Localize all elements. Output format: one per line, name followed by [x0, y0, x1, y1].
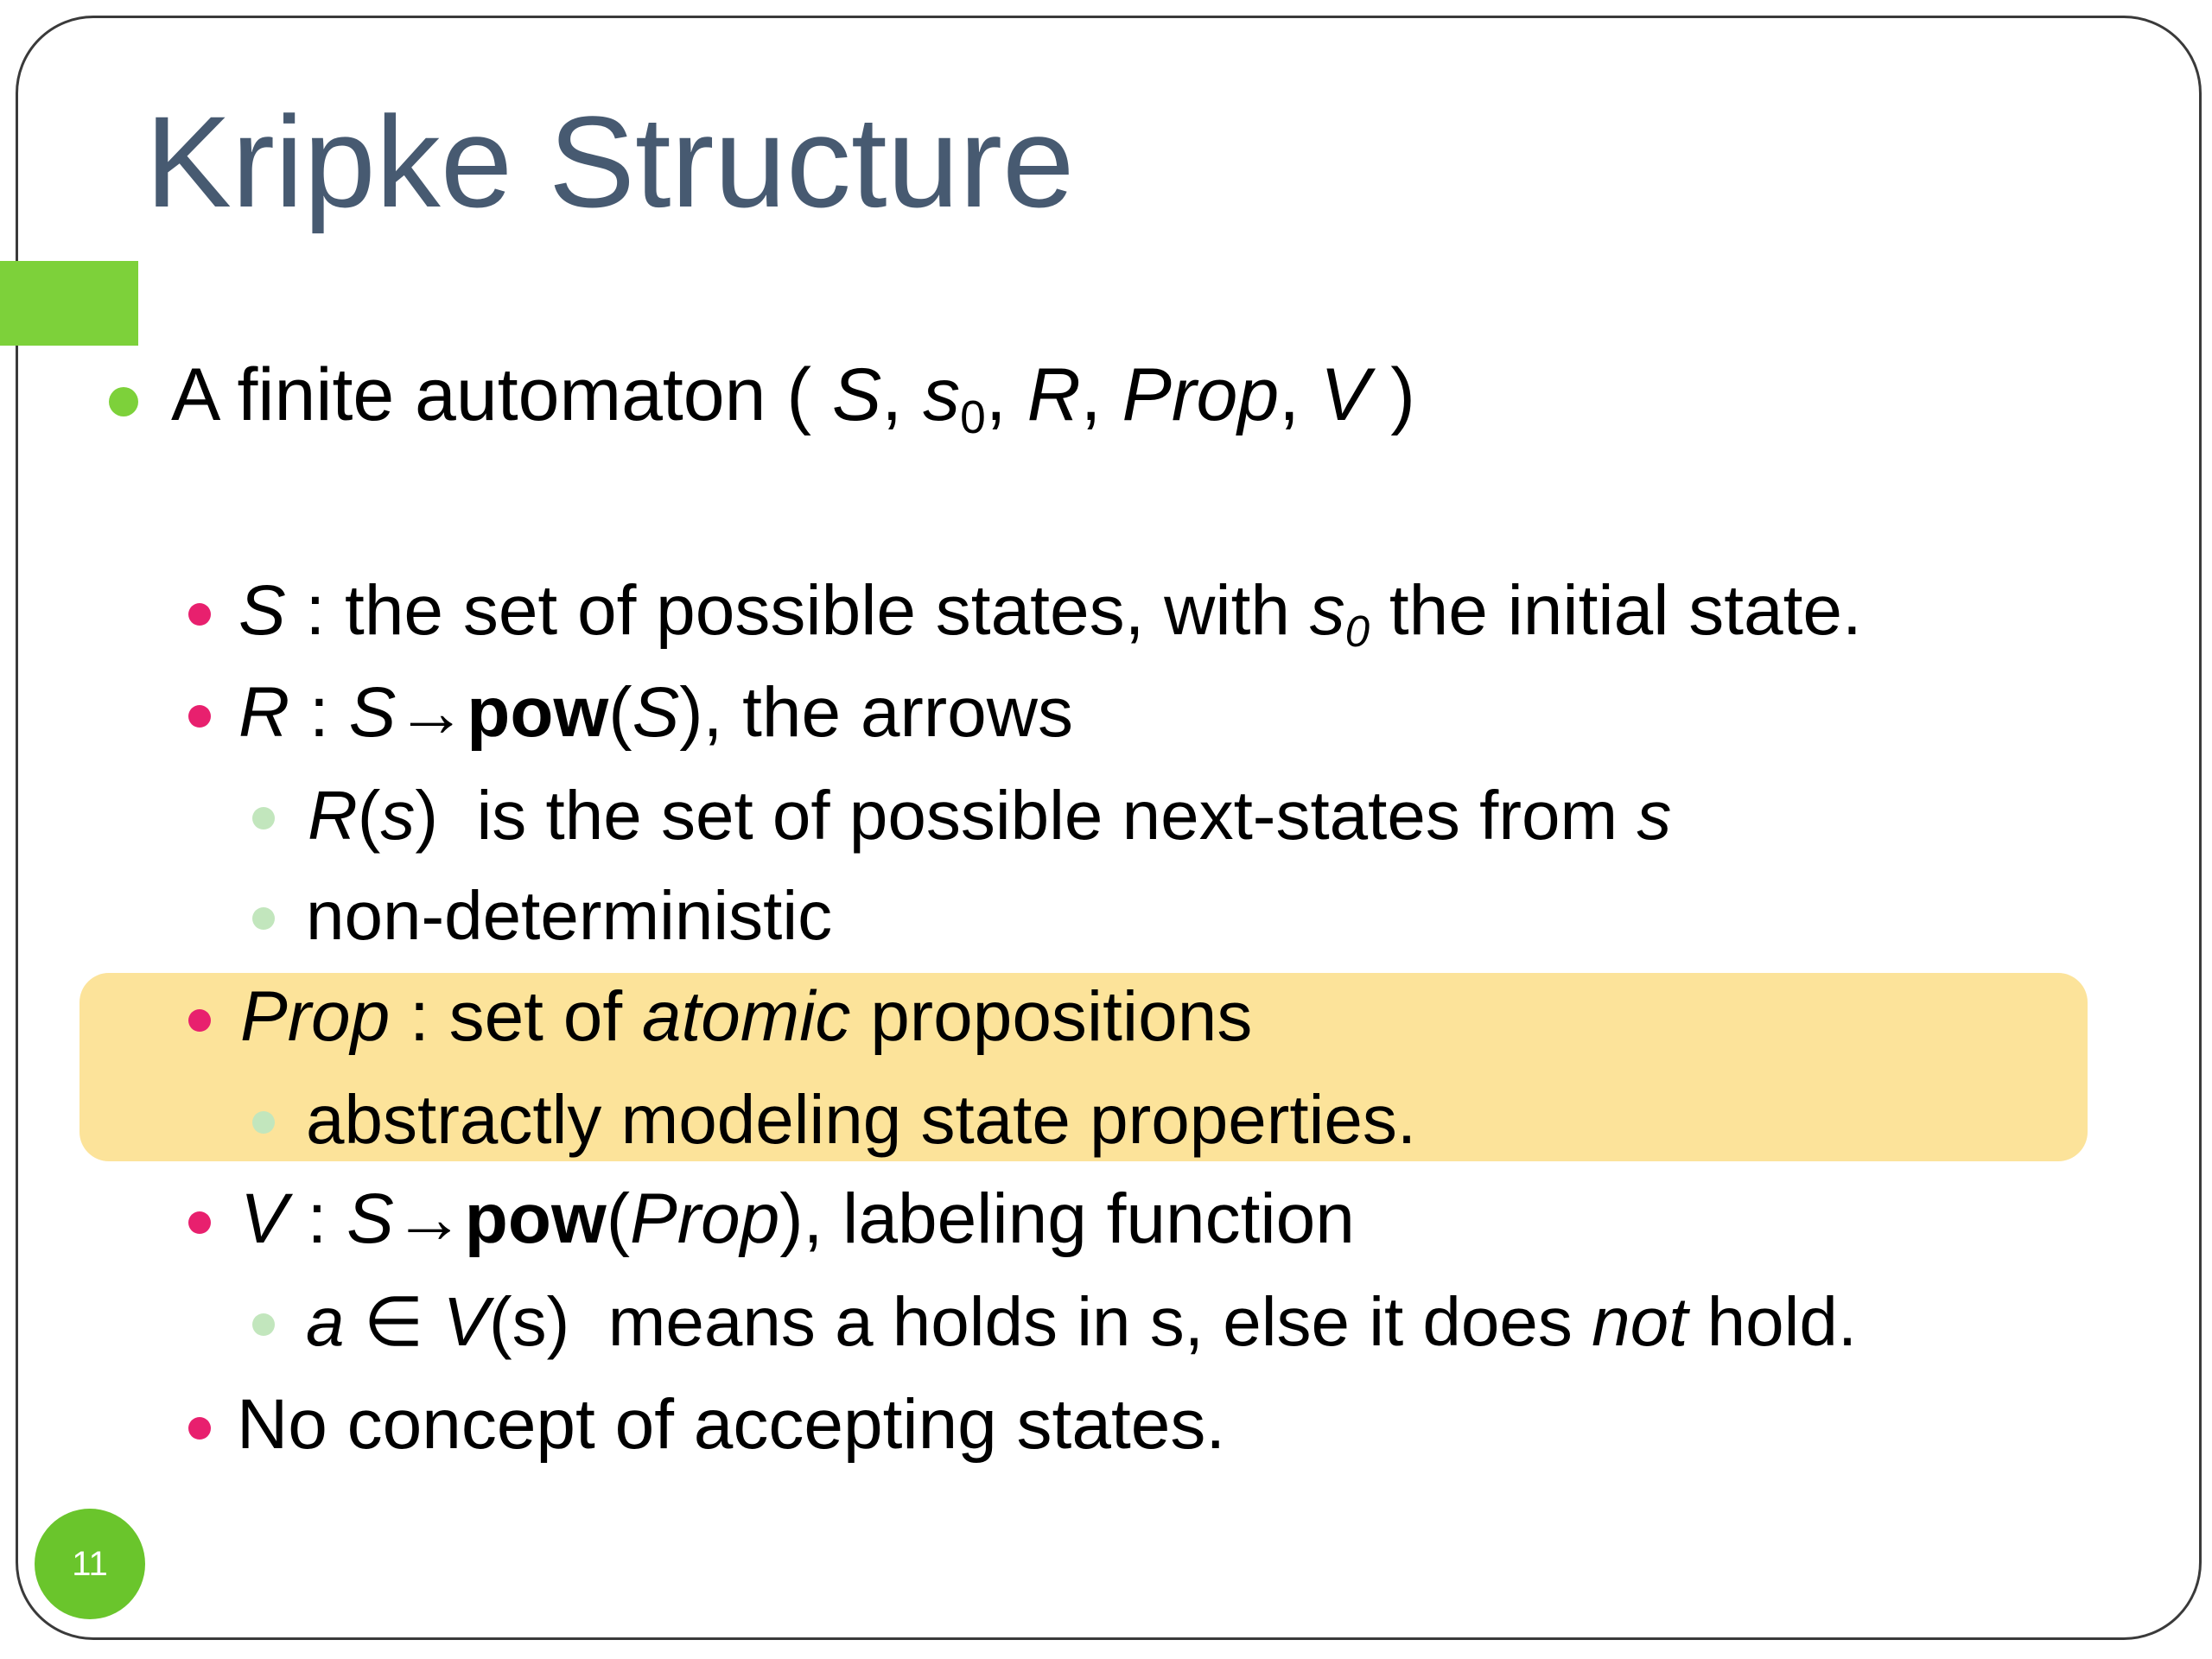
bullet-light-green [252, 907, 275, 930]
bullet-light-green [252, 1313, 275, 1336]
list-item-accepting: No concept of accepting states. [237, 1385, 1226, 1464]
page-number-badge [35, 1509, 145, 1619]
list-item-holds: a ∈ V(s) means a holds in s, else it does not hold. [306, 1283, 1858, 1360]
bullet-pink [188, 1417, 211, 1440]
list-item-prop: Prop : set of atomic propositions [240, 977, 1253, 1056]
accent-bar [0, 261, 138, 346]
bullet-light-green [252, 807, 275, 830]
list-item-next-states: R(s) is the set of possible next-states from s [308, 777, 1672, 854]
bullet-pink [188, 705, 211, 728]
list-item-labeling: V : S→pow(Prop), labeling function [240, 1179, 1355, 1258]
list-item-abstract: abstractly modeling state properties. [306, 1081, 1417, 1158]
bullet-pink [188, 1009, 211, 1032]
list-item-automaton: A finite automaton ( S, s0, R, Prop, V ) [171, 353, 1415, 443]
bullet-light-green [252, 1111, 275, 1134]
list-item-nondeterministic: non-deterministic [306, 877, 833, 954]
page-number: 11 [72, 1544, 108, 1583]
slide-title: Kripke Structure [145, 89, 1075, 234]
list-item-arrows: R : S→pow(S), the arrows [238, 673, 1073, 752]
bullet-pink [188, 603, 211, 626]
bullet-green [109, 387, 138, 416]
list-item-states: S : the set of possible states, with s0 the initial state. [238, 571, 1862, 657]
bullet-pink [188, 1211, 211, 1234]
